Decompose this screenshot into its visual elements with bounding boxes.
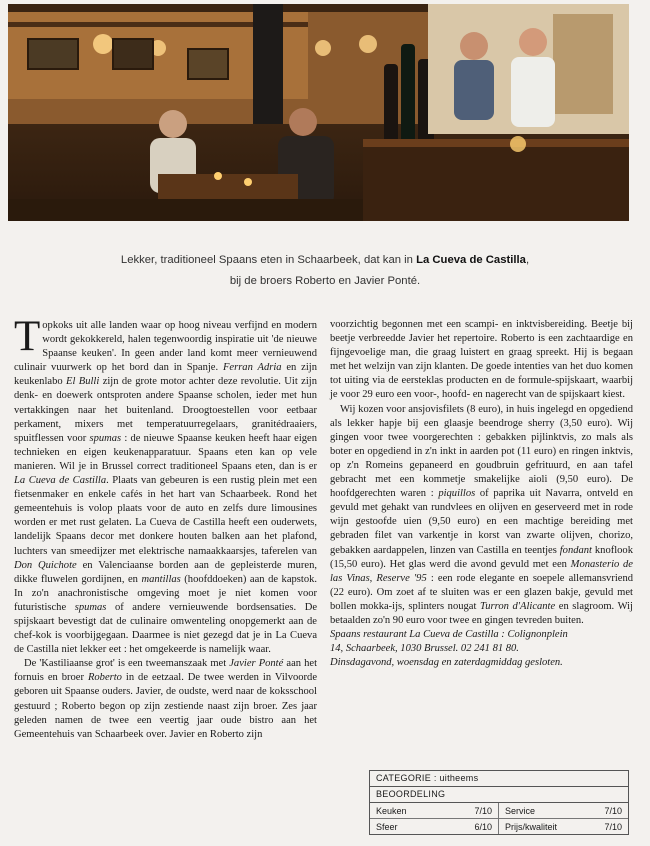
dessert-name: Turron d'Alicante [479, 600, 556, 612]
text-run: opkoks uit alle landen waar op hoog niveau verfijnd en modern wordt gekokkereld, halen tegenwoordig inspiratie uit 'de nieuwe Spaanse keuken'. In geen ander land komt meer vernieuwend culinair vuurwerk op het bord dan in Spanje. [14, 320, 317, 374]
rating-label: Service [505, 805, 536, 816]
caption-comma: , [525, 254, 530, 266]
rating-score: 7/10 [604, 821, 622, 832]
caption-line1-text: Lekker, traditioneel Spaans eten in Schaarbeek, dat kan in [120, 254, 417, 266]
text-run: aan het fornuis en broer [14, 658, 317, 684]
term: mantillas [141, 573, 181, 585]
wine-name: Monasterio de las Vinas, Reserve '95 [330, 558, 633, 584]
text-run: en slagroom. Wij betaalden zo'n 90 euro voor twee en gingen tevreden buiten. [330, 600, 633, 626]
text-run: in de eetzaal. De twee werden in Vilvoorde geboren uit Spaanse ouders. Javier, de oudste, werd naar de koksschool gestuurd ; Roberto begon op zijn zestiende naast zijn broer. Zes jaar geleden namen de twee een veertig jaar oude bistro aan het Gemeentehuis van Schaarbeek over. Javier en Roberto zijn [14, 672, 318, 740]
chef-name: Ferran Adria [222, 362, 282, 374]
term: spumas [74, 601, 107, 613]
drop-cap: T [14, 313, 41, 360]
article-paragraph-2 [14, 657, 317, 742]
text-run: . Plaats van gebeuren is een rustig plein met een fietsenmaker en enkele cafés in het hart van Schaarbeek. Rond het gemeentehuis is volop plaats voor de auto en zelfs dure limousines worden er met rust gelaten. La Cueva de Castilla heeft een ouderwets, landelijk Spaans decor met donkere houten balken aan het plafond, luchters van smeedijzer met elektrische namaakkaarsjes, taferelen van [14, 475, 317, 557]
text-run: knoflook (15,50 euro). Het glas werd die avond gevuld met een [330, 544, 633, 570]
category-value: : uitheems [433, 773, 479, 783]
text-run: en zijn keukenlabo [14, 362, 317, 388]
rating-cell [370, 803, 499, 818]
text-run: (hoofddoeken) aan de kapstok. In zo'n anachronistische omgeving moet je niet komen voor futuristische [14, 573, 318, 613]
text-run: en Valenciaanse borden aan de gepleisterde muren, dikke fluwelen gordijnen, en [14, 559, 317, 585]
rating-heading: BEOORDELING [370, 787, 628, 803]
rating-cell [499, 819, 628, 834]
rating-row [370, 803, 628, 819]
rating-score: 7/10 [474, 805, 492, 816]
term: Don Quichote [14, 559, 77, 571]
opening-hours: Dinsdagavond, woensdag en zaterdagmiddag gesloten. [330, 657, 563, 669]
rating-score: 6/10 [474, 821, 492, 832]
dish-name: piquillos [438, 488, 476, 500]
address-line: Spaans restaurant La Cueva de Castilla : Colignonplein [330, 629, 568, 641]
article-right-column [330, 318, 633, 670]
rating-box [369, 770, 629, 835]
restaurant-address [330, 628, 633, 670]
caption-line2-text: bij de broers Roberto en Javier Ponté. [229, 275, 421, 287]
restaurant-name: La Cueva de Castilla [14, 475, 107, 487]
text-run: De 'Kastiliaanse grot' is een tweemanszaak met [24, 658, 230, 670]
category-row [370, 771, 628, 787]
article-paragraph-1 [14, 313, 318, 657]
article-paragraph-3: voorzichtig begonnen met een scampi- en inktvisbereiding. Beetje bij beetje verbreedde Javier het repertoire. Roberto is een zachtaardige en fijngevoelige man, die graag luistert en graag spreekt. Hij is begaan met het welzijn van zijn klanten. De goede intenties van het duo komen tot uiting via de eersteklas producten en de formule-spijskaart, waarbij je voor 29 euro een voor-, hoofd- en nagerecht van de spijskaart kiest. [330, 319, 633, 401]
rating-cell [499, 803, 628, 818]
text-run: : de nieuwe Spaanse keuken heeft haar eigen technieken en eigen keukenapparatuur. Spaans eten kan op vele manieren. Wil je in Brussel correct traditioneel Spaans eten, dan is er [14, 432, 317, 472]
term: fondant [559, 544, 592, 556]
term: spumas [89, 432, 122, 444]
text-run: : een rode elegante en soepele allemansvriend (22 euro). Om zoet af te sluiten was er een glazen bakje, gevuld met bollen mokka-ijs, splinters nougat [330, 572, 633, 612]
photo-caption [20, 250, 630, 292]
text-run: of paprika uit Navarra, ontveld en gevuld met gehakt van rundvlees en olijven en geserveerd met in rode wijn gestoofde uien (9,50 euro) en een machtige bereiding met gebraden filet van varkentje in korst van zwarte olijven, chorizo, gebakken aardappelen, linzen van Castilla en teentjes [330, 488, 633, 556]
caption-restaurant-name: La Cueva de Castilla [416, 254, 526, 266]
rating-label: Prijs/kwaliteit [505, 821, 558, 832]
rating-score: 7/10 [604, 805, 622, 816]
restaurant-name: El Bulli [66, 376, 100, 388]
rating-cell [370, 819, 499, 834]
person-name: Roberto [87, 672, 122, 684]
address-line: 14, Schaarbeek, 1030 Brussel. 02 241 81 80. [330, 643, 519, 655]
text-run: zijn de grote motor achter deze revolutie. Uit zijn denk- en doewerk ontsproten andere Spaanse scholen, ieder met hun vertakkingen naar het buitenland. Droogtoestellen voor eetbaar perkament, mixers met temperatuurregelaars, granitédraaiers, spuitflessen voor [14, 376, 317, 444]
text-run: of andere vernieuwende bordsensaties. De spijskaart bevestigt dat de culinaire omwenteling onopgemerkt aan de chef-kok is voorbijgegaan. Daarmee is niet gezegd dat je in La Cueva de Castilla niet lekker eet : het omgekeerde is namelijk waar. [14, 601, 318, 656]
text-run: Wij kozen voor ansjovisfilets (8 euro), in huis ingelegd en opgediend als lekker hapje bij een glaasje beendroge sherry (3,50 euro). Wij gingen voor twee voorgerechten : gebakken pijlinktvis, zo mals als boter en opgediend in z'n inkt in aarden pot (11 euro) en ringen inktvis, op z'n Romeins gepaneerd en goudbruin gefrituurd, en aan tafel gebracht met een kommetje smakelijke aioli (9,50 euro). De hoofdgerechten waren : [330, 403, 633, 500]
restaurant-photo [8, 4, 629, 221]
article-paragraph-4 [330, 403, 633, 629]
category-label: CATEGORIE [376, 773, 432, 783]
rating-row [370, 819, 628, 834]
article-left-column [14, 313, 318, 742]
person-name: Javier Ponté [229, 658, 284, 670]
rating-label: Sfeer [376, 821, 398, 832]
rating-label: Keuken [376, 805, 407, 816]
